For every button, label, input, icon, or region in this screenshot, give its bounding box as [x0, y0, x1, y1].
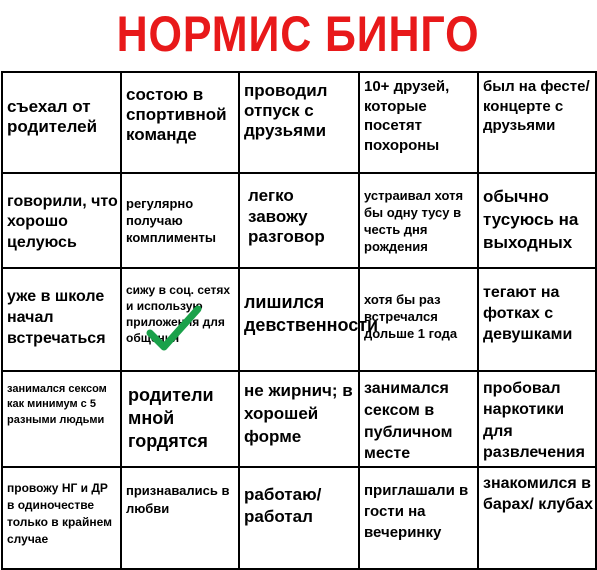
bingo-cell-label: говорили, что хорошо целуюсь — [7, 193, 118, 251]
bingo-cell[interactable] — [239, 371, 359, 467]
bingo-cell-label: признавались в любви — [126, 483, 230, 517]
bingo-cell-label: проводил отпуск с друзьями — [244, 81, 328, 141]
bingo-cell-label: занимался сексом в публичном месте — [364, 380, 453, 463]
bingo-cell[interactable] — [359, 173, 478, 268]
bingo-grid — [1, 71, 597, 570]
bingo-cell[interactable] — [478, 371, 596, 467]
bingo-cell[interactable] — [2, 268, 121, 371]
bingo-cell-label: знакомился в барах/ клубах — [483, 475, 593, 513]
bingo-cell[interactable] — [359, 72, 478, 173]
bingo-cell-label: тегают на фотках с девушками — [483, 284, 573, 343]
bingo-cell-label: съехал от родителей — [7, 97, 98, 137]
bingo-cell[interactable] — [2, 467, 121, 569]
bingo-cell[interactable] — [121, 371, 239, 467]
bingo-cell[interactable] — [2, 72, 121, 173]
bingo-cell[interactable] — [478, 72, 596, 173]
bingo-cell[interactable] — [121, 173, 239, 268]
bingo-cell-label: родители мной гордятся — [128, 385, 214, 452]
bingo-cell-label: хотя бы раз встречался дольше 1 года — [364, 292, 458, 342]
bingo-cell[interactable] — [2, 371, 121, 467]
bingo-cell-label: устраивал хотя бы одну тусу в честь дня рождения — [364, 188, 464, 254]
bingo-title: НОРМИС БИНГО — [116, 6, 480, 62]
bingo-cell[interactable] — [239, 467, 359, 569]
bingo-cell-label: работаю/ работал — [244, 485, 322, 527]
bingo-cell-label: провожу НГ и ДР в одиночестве только в крайнем случае — [7, 481, 112, 547]
bingo-cell-label: состою в спортивной команде — [126, 85, 227, 145]
bingo-cell[interactable] — [239, 72, 359, 173]
bingo-cell[interactable] — [359, 371, 478, 467]
bingo-cell-label: легко завожу разговор — [248, 186, 325, 247]
bingo-cell[interactable] — [478, 173, 596, 268]
bingo-cell-label: пробовал наркотики для развлечения — [483, 380, 585, 461]
bingo-cell[interactable] — [478, 467, 596, 569]
bingo-cell-label: приглашали в гости на вечеринку — [364, 482, 469, 541]
bingo-cell[interactable] — [121, 268, 239, 371]
bingo-cell-label: занимался сексом как минимум с 5 разными людьми — [7, 383, 107, 426]
bingo-cell[interactable] — [121, 72, 239, 173]
bingo-cell-label: не жирнич; в хорошей форме — [244, 381, 353, 446]
bingo-cell[interactable] — [239, 173, 359, 268]
bingo-cell[interactable] — [239, 268, 379, 371]
bingo-cell-label: уже в школе начал встречаться — [7, 288, 106, 347]
bingo-cell-label: сижу в соц. сетях и использую приложения для общения — [126, 283, 231, 345]
bingo-cell-label: 10+ друзей, которые посетят похороны — [364, 78, 450, 154]
bingo-cell[interactable] — [121, 467, 239, 569]
bingo-cell[interactable] — [2, 173, 121, 268]
bingo-cell-label: регулярно получаю комплименты — [126, 196, 216, 245]
bingo-cell-label: обычно тусуюсь на выходных — [483, 187, 579, 252]
bingo-cell[interactable] — [359, 268, 478, 371]
bingo-cell-label: лишился девственности — [244, 292, 379, 336]
bingo-cell[interactable] — [359, 467, 478, 569]
bingo-cell[interactable] — [478, 268, 596, 371]
bingo-cell-label: был на фесте/ концерте с друзьями — [483, 78, 590, 134]
